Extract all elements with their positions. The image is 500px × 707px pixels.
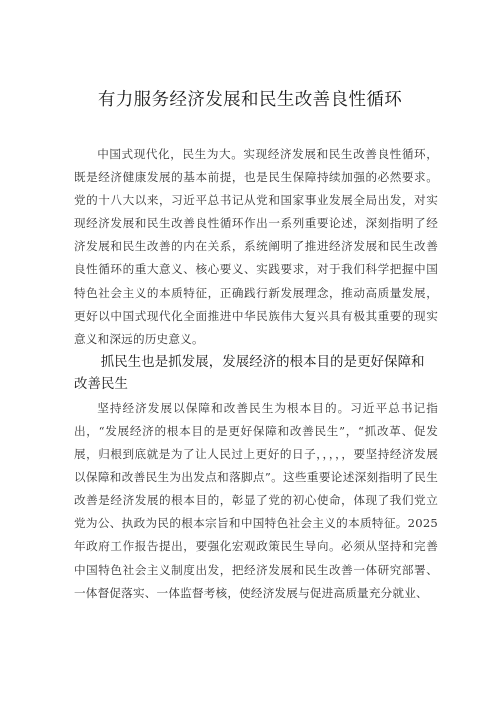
document-body <box>74 143 438 605</box>
intro-paragraph: 中国式现代化，民生为大。实现经济发展和民生改善良性循环，既是经济健康发展的基本前提，也是民生保障持续加强的必然要求。党的十八大以来，习近平总书记从党和国家事业发展全局出发，对实现经济发展和民生改善良性循环作出一系列重要论述，深刻指明了经济发展和民生改善的内在关系，系统阐明了推进经济发展和民生改善良性循环的重大意义、核心要义、实践要求，对于我们科学把握中国特色社会主义的本质特征，正确践行新发展理念，推动高质量发展，更好以中国式现代化全面推进中华民族伟大复兴具有极其重要的现实意义和深远的历史意义。 <box>74 147 438 346</box>
document-title: 有力服务经济发展和民生改善良性循环 <box>97 90 403 110</box>
section-paragraph: 坚持经济发展以保障和改善民生为根本目的。习近平总书记指出，“发展经济的根本目的是更好保障和改善民生”，“抓改革、促发展，归根到底就是为了让人民过上更好的日子，，，，，要坚持经济发展以保障和改善民生为出发点和落脚点”。这些重要论述深刻指明了民生改善是经济发展的根本目的，彰显了党的初心使命，体现了我们党立党为公、执政为民的根本宗旨和中国特色社会主义的本质特征。2025年政府工作报告提出，要强化宏观政策民生导向。必须从坚持和完善中国特色社会主义制度出发，把经济发展和民生改善一体研究部署、一体督促落实、一体监督考核，使经济发展与促进高质量充分就业、 <box>74 400 438 600</box>
section-heading: 抓民生也是抓发展，发展经济的根本目的是更好保障和改善民生 <box>74 354 425 392</box>
